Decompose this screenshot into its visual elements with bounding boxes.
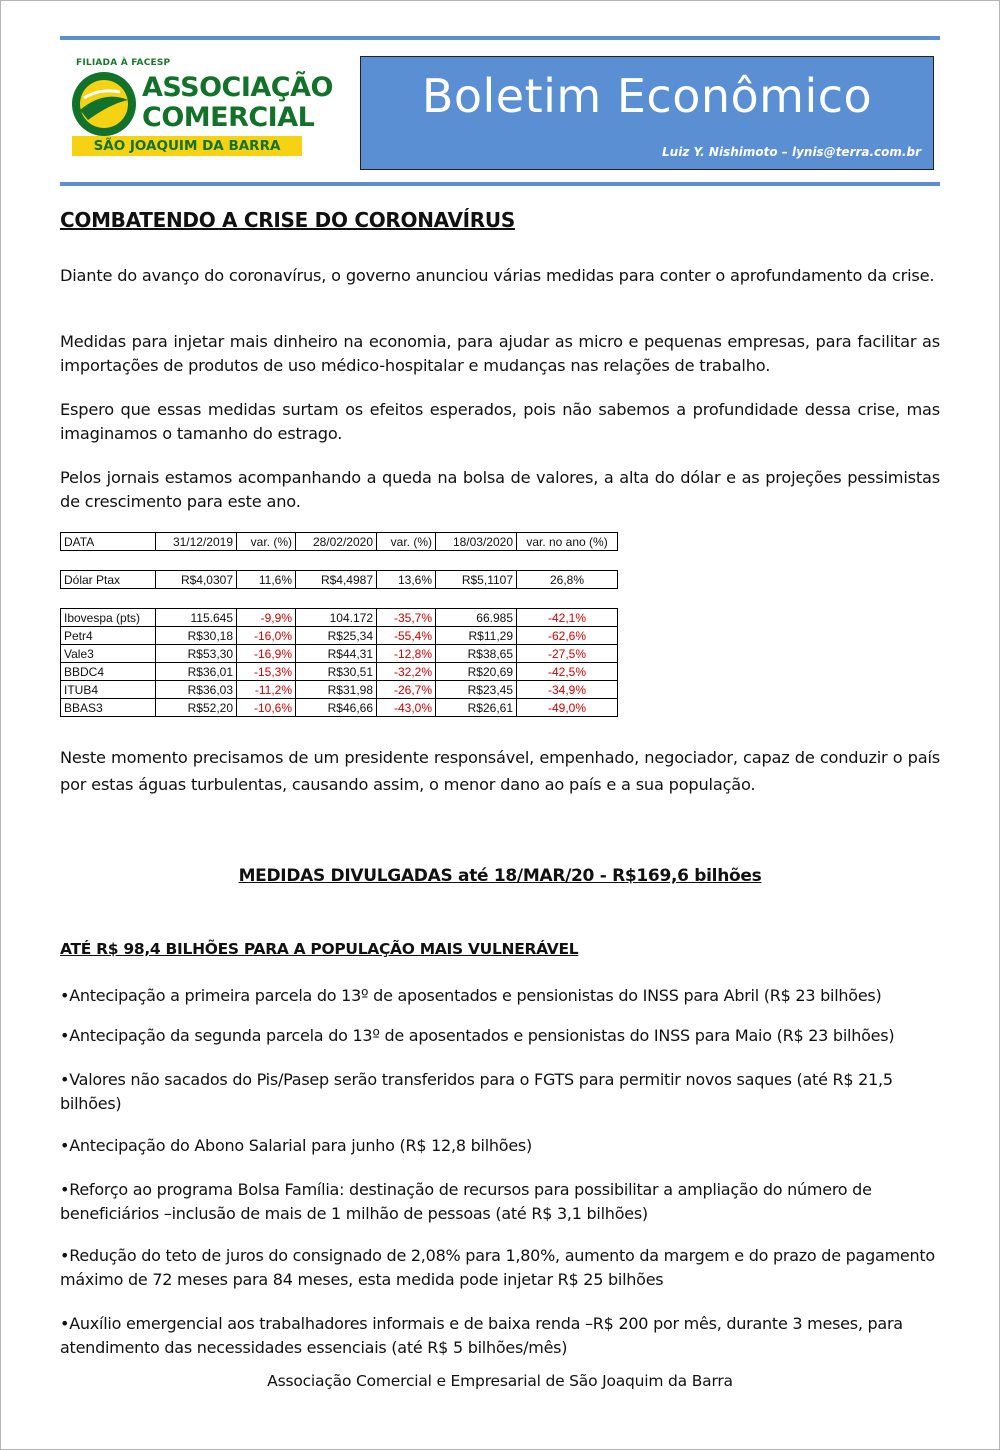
table-cell: -43,0% — [377, 699, 436, 717]
table-cell: -42,5% — [517, 663, 618, 681]
table-cell: R$36,03 — [156, 681, 237, 699]
logo-affiliation: FILIADA À FACESP — [76, 58, 171, 68]
table-cell: Vale3 — [61, 645, 156, 663]
table-cell: BBDC4 — [61, 663, 156, 681]
table-cell: 26,8% — [517, 571, 618, 589]
table-cell: R$30,51 — [296, 663, 377, 681]
table-cell: R$5,1107 — [436, 571, 517, 589]
table-cell: 11,6% — [237, 571, 296, 589]
table-row — [61, 663, 618, 681]
table-cell: ITUB4 — [61, 681, 156, 699]
bulletin-title: Boletim Econômico — [421, 69, 873, 123]
table-cell: R$4,0307 — [156, 571, 237, 589]
table-cell: DATA — [61, 533, 156, 551]
table-cell: R$53,30 — [156, 645, 237, 663]
table-cell: 28/02/2020 — [296, 533, 377, 551]
table-header-row — [61, 533, 618, 551]
logo-name-line2: COMERCIAL — [142, 102, 315, 133]
table-cell: var. (%) — [237, 533, 296, 551]
table-cell: -26,7% — [377, 681, 436, 699]
table-cell: R$52,20 — [156, 699, 237, 717]
table-cell: R$20,69 — [436, 663, 517, 681]
table-cell: -32,2% — [377, 663, 436, 681]
header-bottom-rule — [60, 182, 940, 186]
bulletin-banner — [360, 56, 934, 170]
measure-bullet: •Antecipação da segunda parcela do 13º de aposentados e pensionistas do INSS para Maio (R$ 23 bilhões) — [60, 1026, 895, 1045]
table-cell: -16,9% — [237, 645, 296, 663]
measure-bullet: •Valores não sacados do Pis/Pasep serão transferidos para o FGTS para permitir novos saques (até R$ 21,5 bilhões) — [60, 1070, 893, 1113]
table-row — [61, 645, 618, 663]
table-cell: 18/03/2020 — [436, 533, 517, 551]
header-top-rule — [60, 36, 940, 40]
table-cell: var. (%) — [377, 533, 436, 551]
table-cell: R$11,29 — [436, 627, 517, 645]
table-cell: -35,7% — [377, 609, 436, 627]
table-cell: -34,9% — [517, 681, 618, 699]
table-cell: 104.172 — [296, 609, 377, 627]
table-cell: R$26,61 — [436, 699, 517, 717]
table-cell: R$4,4987 — [296, 571, 377, 589]
logo-emblem-icon — [70, 70, 138, 138]
logo-city: SÃO JOAQUIM DA BARRA — [72, 136, 302, 156]
table-cell: var. no ano (%) — [517, 533, 618, 551]
table-cell: -12,8% — [377, 645, 436, 663]
table-cell: -62,6% — [517, 627, 618, 645]
table-cell: R$38,65 — [436, 645, 517, 663]
closing-paragraph: Neste momento precisamos de um presidente responsável, empenhado, negociador, capaz de conduzir o país por estas águas turbulentas, causando assim, o menor dano ao país e a sua população. — [60, 748, 940, 794]
table-cell: R$46,66 — [296, 699, 377, 717]
table-cell: -49,0% — [517, 699, 618, 717]
paragraph: Diante do avanço do coronavírus, o governo anunciou várias medidas para conter o aprofundamento da crise. — [60, 266, 935, 285]
bulletin-author: Luiz Y. Nishimoto – lynis@terra.com.br — [662, 145, 921, 159]
table-cell: -15,3% — [237, 663, 296, 681]
table-cell: BBAS3 — [61, 699, 156, 717]
table-cell: R$36,01 — [156, 663, 237, 681]
association-logo — [66, 58, 333, 160]
table-cell: -9,9% — [237, 609, 296, 627]
table-row-dollar — [61, 571, 618, 589]
table-cell: 115.645 — [156, 609, 237, 627]
table-cell: -11,2% — [237, 681, 296, 699]
table-cell: 13,6% — [377, 571, 436, 589]
table-cell: -42,1% — [517, 609, 618, 627]
measures-heading: MEDIDAS DIVULGADAS até 18/MAR/20 - R$169,6 bilhões — [238, 866, 762, 886]
measure-bullet: •Auxílio emergencial aos trabalhadores informais e de baixa renda –R$ 200 por mês, durante 3 meses, para atendimento das necessidades essenciais (até R$ 5 bilhões/mês) — [60, 1314, 903, 1357]
table-cell: R$31,98 — [296, 681, 377, 699]
paragraph: Espero que essas medidas surtam os efeitos esperados, pois não sabemos a profundidade dessa crise, mas imaginamos o tamanho do estrago. — [60, 400, 940, 443]
table-spacer — [61, 589, 618, 609]
measure-bullet: •Reforço ao programa Bolsa Família: destinação de recursos para possibilitar a ampliação do número de beneficiários –inclusão de mais de 1 milhão de pessoas (até R$ 3,1 bilhões) — [60, 1180, 872, 1223]
table-row — [61, 627, 618, 645]
table-row — [61, 609, 618, 627]
measure-bullet: •Redução do teto de juros do consignado de 2,08% para 1,80%, aumento da margem e do prazo de pagamento máximo de 72 meses para 84 meses, esta medida pode injetar R$ 25 bilhões — [60, 1246, 935, 1289]
table-cell: R$23,45 — [436, 681, 517, 699]
footer: Associação Comercial e Empresarial de São Joaquim da Barra — [267, 1372, 733, 1390]
section-heading: COMBATENDO A CRISE DO CORONAVÍRUS — [60, 208, 515, 232]
table-cell: -27,5% — [517, 645, 618, 663]
measure-bullet: •Antecipação do Abono Salarial para junho (R$ 12,8 bilhões) — [60, 1136, 532, 1155]
table-cell: -55,4% — [377, 627, 436, 645]
paragraph: Pelos jornais estamos acompanhando a queda na bolsa de valores, a alta do dólar e as projeções pessimistas de crescimento para este ano. — [60, 468, 940, 511]
table-cell: Dólar Ptax — [61, 571, 156, 589]
table-cell: 31/12/2019 — [156, 533, 237, 551]
table-row — [61, 699, 618, 717]
measure-bullet: •Antecipação a primeira parcela do 13º de aposentados e pensionistas do INSS para Abril (R$ 23 bilhões) — [60, 986, 882, 1005]
market-quotes-table — [60, 532, 618, 717]
table-cell: R$30,18 — [156, 627, 237, 645]
table-cell: -16,0% — [237, 627, 296, 645]
table-cell: Ibovespa (pts) — [61, 609, 156, 627]
table-cell: Petr4 — [61, 627, 156, 645]
measures-subheading: ATÉ R$ 98,4 BILHÕES PARA A POPULAÇÃO MAIS VULNERÁVEL — [60, 940, 579, 958]
logo-name-line1: ASSOCIAÇÃO — [142, 72, 333, 103]
table-cell: R$25,34 — [296, 627, 377, 645]
table-cell: R$44,31 — [296, 645, 377, 663]
table-spacer — [61, 551, 618, 571]
table-cell: 66.985 — [436, 609, 517, 627]
table-row — [61, 681, 618, 699]
table-cell: -10,6% — [237, 699, 296, 717]
paragraph: Medidas para injetar mais dinheiro na economia, para ajudar as micro e pequenas empresas, para facilitar as importações de produtos de uso médico-hospitalar e mudanças nas relações de trabalho. — [60, 332, 940, 375]
